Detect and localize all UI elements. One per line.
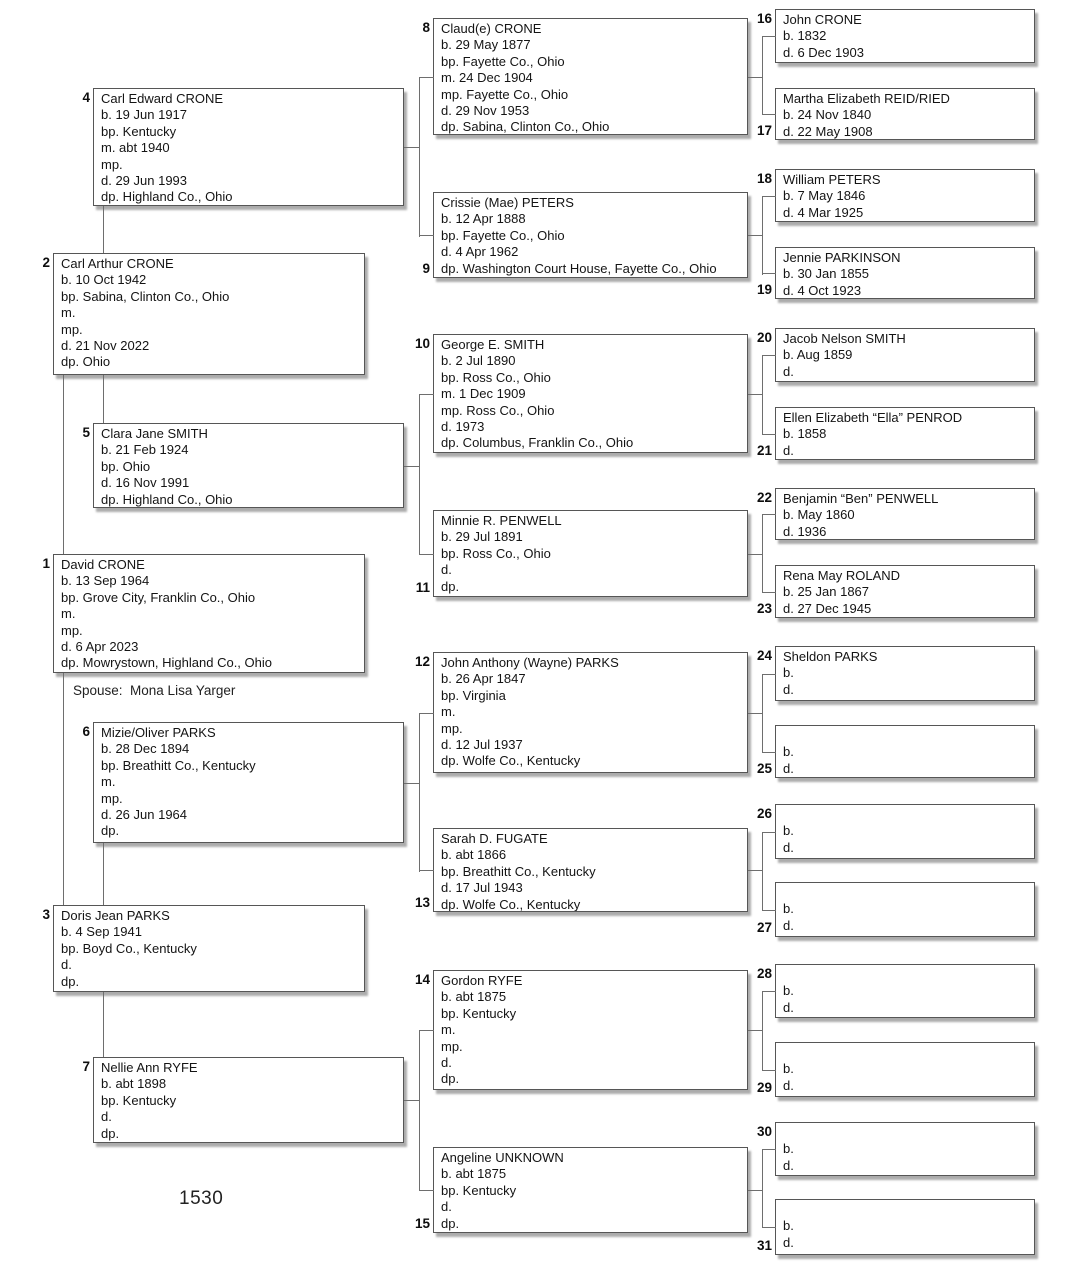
person-number-28: 28 [756,966,772,981]
person-detail: b. May 1860 [783,507,855,523]
person-detail: bp. Ross Co., Ohio [441,545,551,561]
person-name: John Anthony (Wayne) PARKS [441,655,619,670]
person-box-25[interactable] [775,725,1035,778]
person-detail: b. 26 Apr 1847 [441,671,526,687]
person-name: Sheldon PARKS [783,649,878,664]
person-detail: b. [783,665,794,681]
person-box-29[interactable] [775,1042,1035,1097]
person-detail: b. abt 1875 [441,1166,507,1182]
person-detail: b. [783,1141,794,1157]
person-detail: mp. [61,321,83,337]
connector-line [748,235,763,236]
person-detail: d. 29 Nov 1953 [441,103,530,119]
person-detail: bp. Virginia [441,687,506,703]
person-box-23[interactable] [775,565,1035,618]
person-detail: bp. Breathitt Co., Kentucky [441,863,596,879]
person-number-17: 17 [756,123,772,138]
person-box-16[interactable] [775,9,1035,63]
person-detail: d. [441,1199,452,1215]
person-detail: bp. Ross Co., Ohio [441,369,551,385]
person-detail: d. [783,363,794,379]
person-detail: bp. Kentucky [441,1182,517,1198]
person-detail: dp. [441,1071,460,1087]
person-name [783,1202,1030,1218]
person-name: Claud(e) CRONE [441,21,542,36]
person-name: Benjamin “Ben” PENWELL [783,491,939,506]
person-detail: d. [783,917,794,933]
person-detail: b. 13 Sep 1964 [61,573,150,589]
connector-line [762,674,763,753]
person-number-4: 4 [82,90,90,105]
person-detail: d. [783,1077,794,1093]
person-detail: b. abt 1898 [101,1076,167,1092]
person-name: Gordon RYFE [441,973,523,988]
person-name: Ellen Elizabeth “Ella” PENROD [783,410,963,425]
connector-line [404,783,420,784]
person-detail: b. 30 Jan 1855 [783,266,870,282]
person-detail: b. Aug 1859 [783,347,853,363]
person-box-8[interactable] [433,18,748,135]
person-detail: dp. [61,973,80,989]
person-number-19: 19 [756,282,772,297]
person-number-15: 15 [414,1216,430,1231]
person-detail: d. [783,681,794,697]
person-detail: d. [783,442,794,458]
connector-line [419,870,434,871]
person-detail: bp. Kentucky [101,123,177,139]
person-box-27[interactable] [775,882,1035,937]
person-box-19[interactable] [775,247,1035,299]
connector-line [419,1190,434,1191]
person-name: Sarah D. FUGATE [441,831,548,846]
person-number-10: 10 [414,336,430,351]
connector-line [103,375,104,423]
person-detail: b. 24 Nov 1840 [783,107,872,123]
person-name: Nellie Ann RYFE [101,1060,198,1075]
connector-line [419,77,420,237]
person-detail: bp. Boyd Co., Kentucky [61,940,197,956]
connector-line [762,832,776,833]
person-number-18: 18 [756,171,772,186]
person-name: Jacob Nelson SMITH [783,331,906,346]
person-number-20: 20 [756,330,772,345]
person-box-20[interactable] [775,328,1035,382]
person-box-4[interactable] [93,88,404,206]
connector-line [419,77,434,78]
connector-line [762,273,776,274]
person-detail: dp. [101,1125,120,1141]
connector-line [762,114,776,115]
connector-line [762,196,776,197]
person-name [783,1125,1030,1141]
person-detail: b. 1832 [783,28,827,44]
person-detail: b. [783,901,794,917]
connector-line [762,991,776,992]
person-box-11[interactable] [433,510,748,597]
connector-line [762,991,763,1071]
person-number-29: 29 [756,1080,772,1095]
connector-line [748,394,763,395]
person-number-11: 11 [415,580,430,595]
person-detail: m. abt 1940 [101,140,170,156]
person-detail: d. 4 Apr 1962 [441,244,519,260]
person-detail: d. 26 Jun 1964 [101,807,188,823]
person-box-24[interactable] [775,646,1035,701]
person-box-22[interactable] [775,488,1035,540]
connector-line [63,375,64,554]
person-detail: dp. [101,823,120,839]
connector-line [404,147,420,148]
person-number-3: 3 [42,907,50,922]
person-detail: mp. [441,1038,463,1054]
person-detail: b. 29 Jul 1891 [441,529,523,545]
person-detail: d. [783,999,794,1015]
person-name: Carl Edward CRONE [101,91,224,106]
person-detail: m. [61,606,76,622]
person-detail: d. 4 Oct 1923 [783,282,862,298]
person-number-26: 26 [756,806,772,821]
connector-line [762,434,776,435]
person-detail: b. 29 May 1877 [441,37,531,53]
person-box-6[interactable] [93,722,404,843]
person-name [783,885,1030,901]
person-name: Rena May ROLAND [783,568,901,583]
person-detail: m. [441,704,456,720]
person-detail: mp. [101,156,123,172]
connector-line [762,355,763,435]
person-detail: b. 2 Jul 1890 [441,353,516,369]
person-detail: d. [783,760,794,776]
person-detail: b. abt 1875 [441,989,507,1005]
person-detail: d. 17 Jul 1943 [441,880,523,896]
person-name: Clara Jane SMITH [101,426,208,441]
person-detail: b. [783,744,794,760]
person-detail: d. 6 Dec 1903 [783,44,864,60]
person-box-18[interactable] [775,169,1035,222]
connector-line [762,514,763,593]
person-box-28[interactable] [775,964,1035,1018]
connector-line [103,992,104,1057]
person-detail: b. 28 Dec 1894 [101,741,190,757]
person-box-3[interactable] [53,905,365,992]
person-detail: b. abt 1866 [441,847,507,863]
person-detail: m. 24 Dec 1904 [441,70,533,86]
connector-line [762,36,776,37]
person-detail: b. 12 Apr 1888 [441,211,526,227]
chart-number: 1530 [179,1188,224,1209]
person-detail: bp. Ohio [101,458,151,474]
person-number-1: 1 [42,556,50,571]
connector-line [404,466,420,467]
person-detail: d. 29 Jun 1993 [101,173,188,189]
connector-line [762,36,763,115]
person-number-27: 27 [756,920,772,935]
person-detail: d. 12 Jul 1937 [441,737,523,753]
person-box-5[interactable] [93,423,404,508]
person-detail: m. 1 Dec 1909 [441,386,526,402]
connector-line [762,1149,776,1150]
person-detail: dp. [441,578,460,594]
person-detail: bp. Grove City, Franklin Co., Ohio [61,589,256,605]
person-detail: dp. Columbus, Franklin Co., Ohio [441,435,634,451]
connector-line [103,843,104,905]
person-name: George E. SMITH [441,337,545,352]
person-box-21[interactable] [775,407,1035,460]
person-detail: mp. Ross Co., Ohio [441,402,555,418]
person-number-13: 13 [414,895,430,910]
connector-line [762,514,776,515]
person-detail: d. [441,562,452,578]
connector-line [762,832,763,911]
person-number-23: 23 [756,601,772,616]
person-detail: b. 19 Jun 1917 [101,107,188,123]
person-detail: bp. Kentucky [441,1005,517,1021]
person-detail: m. [441,1022,456,1038]
person-detail: bp. Fayette Co., Ohio [441,53,565,69]
connector-line [419,235,434,236]
person-number-12: 12 [414,654,430,669]
person-box-30[interactable] [775,1122,1035,1176]
connector-line [419,554,434,555]
person-number-25: 25 [756,761,772,776]
person-detail: dp. Wolfe Co., Kentucky [441,896,581,912]
person-detail: d. [783,1157,794,1173]
person-detail: b. [783,983,794,999]
person-detail: d. 1936 [783,523,827,539]
person-detail: bp. Fayette Co., Ohio [441,227,565,243]
person-box-9[interactable] [433,192,748,278]
person-name: Angeline UNKNOWN [441,1150,564,1165]
person-detail: dp. [441,1215,460,1231]
person-box-7[interactable] [93,1057,404,1143]
person-number-21: 21 [756,443,772,458]
connector-line [762,1149,763,1228]
connector-line [762,674,776,675]
connector-line [762,355,776,356]
connector-line [762,910,776,911]
person-detail: b. 10 Oct 1942 [61,272,147,288]
person-box-10[interactable] [433,334,748,453]
person-detail: b. [783,1218,794,1234]
connector-line [762,752,776,753]
person-name: William PETERS [783,172,881,187]
person-number-16: 16 [756,11,772,26]
person-name: David CRONE [61,557,145,572]
person-box-17[interactable] [775,88,1035,140]
person-detail: d. 21 Nov 2022 [61,338,150,354]
connector-line [748,554,763,555]
person-detail: mp. [61,622,83,638]
person-detail: dp. Highland Co., Ohio [101,491,233,507]
person-detail: dp. Highland Co., Ohio [101,189,233,205]
connector-line [748,870,763,871]
person-detail: bp. Sabina, Clinton Co., Ohio [61,288,230,304]
connector-line [419,713,434,714]
person-number-7: 7 [82,1059,90,1074]
spouse-note: Spouse: Mona Lisa Yarger [73,683,236,698]
person-detail: mp. [101,790,123,806]
person-box-12[interactable] [433,652,748,773]
person-detail: d. [61,957,72,973]
connector-line [103,206,104,253]
connector-line [419,394,434,395]
person-detail: m. [61,305,76,321]
person-detail: bp. Breathitt Co., Kentucky [101,757,256,773]
person-name: John CRONE [783,12,862,27]
person-detail: b. 1858 [783,426,827,442]
connector-line [419,1030,420,1191]
person-detail: dp. Sabina, Clinton Co., Ohio [441,119,610,135]
person-detail: d. [101,1109,112,1125]
person-number-8: 8 [422,20,430,35]
person-name: Crissie (Mae) PETERS [441,195,574,210]
connector-line [419,394,420,555]
connector-line [762,1227,776,1228]
connector-line [404,1100,420,1101]
person-box-26[interactable] [775,804,1035,859]
person-detail: b. [783,1061,794,1077]
person-detail: b. 4 Sep 1941 [61,924,142,940]
person-detail: b. 25 Jan 1867 [783,584,870,600]
person-detail: d. 22 May 1908 [783,123,873,139]
person-box-14[interactable] [433,970,748,1090]
person-number-9: 9 [422,261,430,276]
person-detail: d. [783,839,794,855]
connector-line [419,1030,434,1031]
person-number-6: 6 [82,724,90,739]
person-detail: b. [783,823,794,839]
person-detail: b. 7 May 1846 [783,188,866,204]
person-detail: d. [783,1234,794,1250]
person-name [783,967,1030,983]
person-detail: d. 6 Apr 2023 [61,639,139,655]
person-name: Martha Elizabeth REID/RIED [783,91,950,106]
person-detail: dp. Mowrystown, Highland Co., Ohio [61,655,272,671]
person-detail: bp. Kentucky [101,1092,177,1108]
connector-line [762,592,776,593]
person-name [783,1045,1030,1061]
connector-line [762,196,763,275]
person-detail: dp. Ohio [61,354,111,370]
person-detail: b. 21 Feb 1924 [101,442,189,458]
connector-line [748,1030,763,1031]
person-number-31: 31 [756,1238,772,1253]
person-name: Jennie PARKINSON [783,250,901,265]
person-detail: d. 1973 [441,419,485,435]
person-detail: mp. Fayette Co., Ohio [441,86,569,102]
person-box-31[interactable] [775,1199,1035,1255]
person-box-15[interactable] [433,1147,748,1233]
person-detail: m. [101,774,116,790]
person-number-2: 2 [42,255,50,270]
person-detail: d. 4 Mar 1925 [783,204,864,220]
person-name: Minnie R. PENWELL [441,513,562,528]
person-detail: dp. Wolfe Co., Kentucky [441,753,581,769]
person-name: Mizie/Oliver PARKS [101,725,216,740]
person-detail: mp. [441,720,463,736]
connector-line [762,1070,776,1071]
person-name: Carl Arthur CRONE [61,256,174,271]
person-name [783,728,1030,744]
connector-line [63,673,64,905]
person-box-2[interactable] [53,253,365,375]
person-box-13[interactable] [433,828,748,912]
person-number-22: 22 [756,490,772,505]
connector-line [748,77,763,78]
person-number-30: 30 [756,1124,772,1139]
connector-line [419,713,420,872]
person-name: Doris Jean PARKS [61,908,170,923]
person-detail: d. 27 Dec 1945 [783,600,872,616]
connector-line [748,1190,763,1191]
person-number-24: 24 [756,648,772,663]
person-box-1[interactable] [53,554,365,673]
connector-line [748,713,763,714]
person-number-5: 5 [82,425,90,440]
person-name [783,807,1030,823]
person-detail: dp. Washington Court House, Fayette Co., Ohio [441,260,717,276]
person-detail: d. [441,1055,452,1071]
person-detail: d. 16 Nov 1991 [101,475,190,491]
person-number-14: 14 [414,972,430,987]
